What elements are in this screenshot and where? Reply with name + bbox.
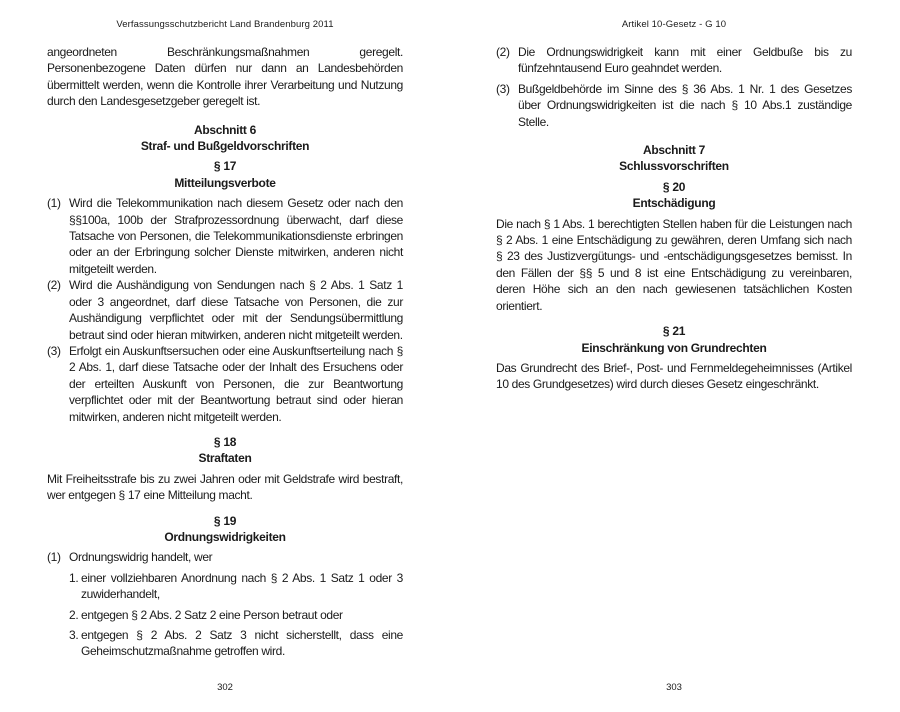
- section-7-title: Schlussvorschriften: [619, 159, 729, 174]
- paragraph-21-number: § 21: [662, 324, 686, 339]
- paragraph-21-title: Einschränkung von Grundrechten: [581, 340, 767, 355]
- p19-subitem-2: [69, 607, 403, 623]
- item-text: Die Ordnungswidrigkeit kann mit einer Geldbuße bis zu fünfzehntausend Euro geahndet werden.: [518, 45, 852, 76]
- p17-item-2: [47, 277, 403, 343]
- section-6-title: Straf- und Bußgeldvorschriften: [140, 139, 310, 154]
- subitem-number: 3.: [69, 628, 79, 642]
- paragraph-18-text: Mit Freiheitsstrafe bis zu zwei Jahren oder mit Geldstrafe wird bestraft, wer entgegen § 17 eine Mitteilung macht.: [47, 471, 403, 503]
- paragraph-18-number: § 18: [213, 434, 237, 449]
- p19-item-3: [496, 81, 852, 130]
- item-text: Ordnungswidrig handelt, wer: [69, 550, 213, 565]
- left-page-number: 302: [217, 682, 233, 693]
- left-page-content: [47, 44, 403, 660]
- paragraph-20-number: § 20: [662, 179, 686, 194]
- p19-subitem-3: [69, 627, 403, 660]
- item-number: (3): [496, 81, 510, 96]
- right-page: [496, 0, 852, 712]
- right-page-number: 303: [666, 682, 682, 693]
- p19-item-1: [47, 549, 403, 565]
- item-text: Wird die Aushändigung von Sendungen nach § 2 Abs. 1 Satz 1 oder 3 angeordnet, darf diese Tatsache von Personen, die zur Aushändigung verpflichtet oder mit der Sendungsübermittlung betraut sind oder hieran mitwirken, anderen nicht mitgeteilt werden.: [69, 278, 403, 342]
- item-number: (2): [47, 278, 61, 293]
- left-running-head: Verfassungsschutzbericht Land Brandenburg 2011: [116, 19, 334, 30]
- paragraph-19-title: Ordnungswidrigkeiten: [164, 529, 286, 544]
- item-number: (1): [47, 196, 61, 211]
- subitem-text: entgegen § 2 Abs. 2 Satz 2 eine Person betraut oder: [81, 607, 343, 622]
- subitem-number: 2.: [69, 607, 79, 622]
- item-number: (2): [496, 45, 510, 59]
- p19-subitem-1: [69, 570, 403, 603]
- item-number: (1): [47, 550, 61, 565]
- subitem-number: 1.: [69, 570, 79, 585]
- section-6-heading: Abschnitt 6: [193, 122, 257, 137]
- subitem-text: entgegen § 2 Abs. 2 Satz 3 nicht sicherstellt, dass eine Geheimschutzmaßnahme getroffen wird.: [81, 628, 403, 659]
- item-text: Wird die Telekommunikation nach diesem Gesetz oder nach den §§100a, 100b der Strafprozessordnung überwacht, darf diese Tatsache von Personen, die Telekommunikationsdienste erbringen oder an der Erbringung solcher Dienste mitwirken, anderen nicht mitgeteilt werden.: [69, 196, 403, 276]
- paragraph-21-text: Das Grundrecht des Brief-, Post- und Fernmeldegeheimnisses (Artikel 10 des Grundgesetzes) wird durch dieses Gesetz eingeschränkt.: [496, 360, 852, 392]
- paragraph-20-title: Entschädigung: [632, 196, 716, 211]
- paragraph-18-title: Straftaten: [198, 451, 252, 466]
- p17-item-3: [47, 343, 403, 425]
- right-page-content: [496, 44, 852, 393]
- intro-paragraph: angeordneten Beschränkungsmaßnahmen geregelt. Personenbezogene Daten dürfen nur dann an Landesbehörden übermittelt werden, wenn die Kontrolle ihrer Verarbeitung und Nutzung durch den Landesgesetzgeber geregelt ist.: [47, 45, 403, 109]
- left-page: [47, 0, 403, 712]
- paragraph-19-number: § 19: [213, 513, 237, 528]
- item-text: Bußgeldbehörde im Sinne des § 36 Abs. 1 Nr. 1 des Gesetzes über Ordnungswidrigkeiten ist die nach § 10 Abs.1 zuständige Stelle.: [518, 81, 852, 129]
- section-7-heading: Abschnitt 7: [642, 143, 706, 158]
- subitem-text: einer vollziehbaren Anordnung nach § 2 Abs. 1 Satz 1 oder 3 zuwiderhandelt,: [81, 570, 403, 602]
- p19-item-2: [496, 44, 852, 77]
- item-text: Erfolgt ein Auskunftsersuchen oder eine Auskunftserteilung nach § 2 Abs. 1, darf diese Tatsache oder der Inhalt des Ersuchens oder der erteilten Auskunft von Personen, die zur Beantwortung verpflichtet oder mit der Beantwortung betraut sind oder hieran mitwirken, anderen nicht mitgeteilt werden.: [69, 343, 403, 424]
- paragraph-20-text: Die nach § 1 Abs. 1 berechtigten Stellen haben für die Leistungen nach § 2 Abs. 1 eine Entschädigung zu gewähren, deren Umfang sich nach § 23 des Justizvergütungs- und -entschädigungsgesetzes bemisst. In den Fällen der §§ 5 und 8 ist eine Entschädigung zu vereinbaren, deren Höhe sich an den nach gewiesenen tatsächlichen Kosten orientiert.: [496, 216, 852, 313]
- paragraph-17-number: § 17: [213, 159, 237, 174]
- item-number: (3): [47, 343, 61, 358]
- paragraph-17-title: Mitteilungsverbote: [174, 175, 276, 190]
- p17-item-1: [47, 195, 403, 277]
- right-running-head: Artikel 10-Gesetz - G 10: [621, 19, 727, 30]
